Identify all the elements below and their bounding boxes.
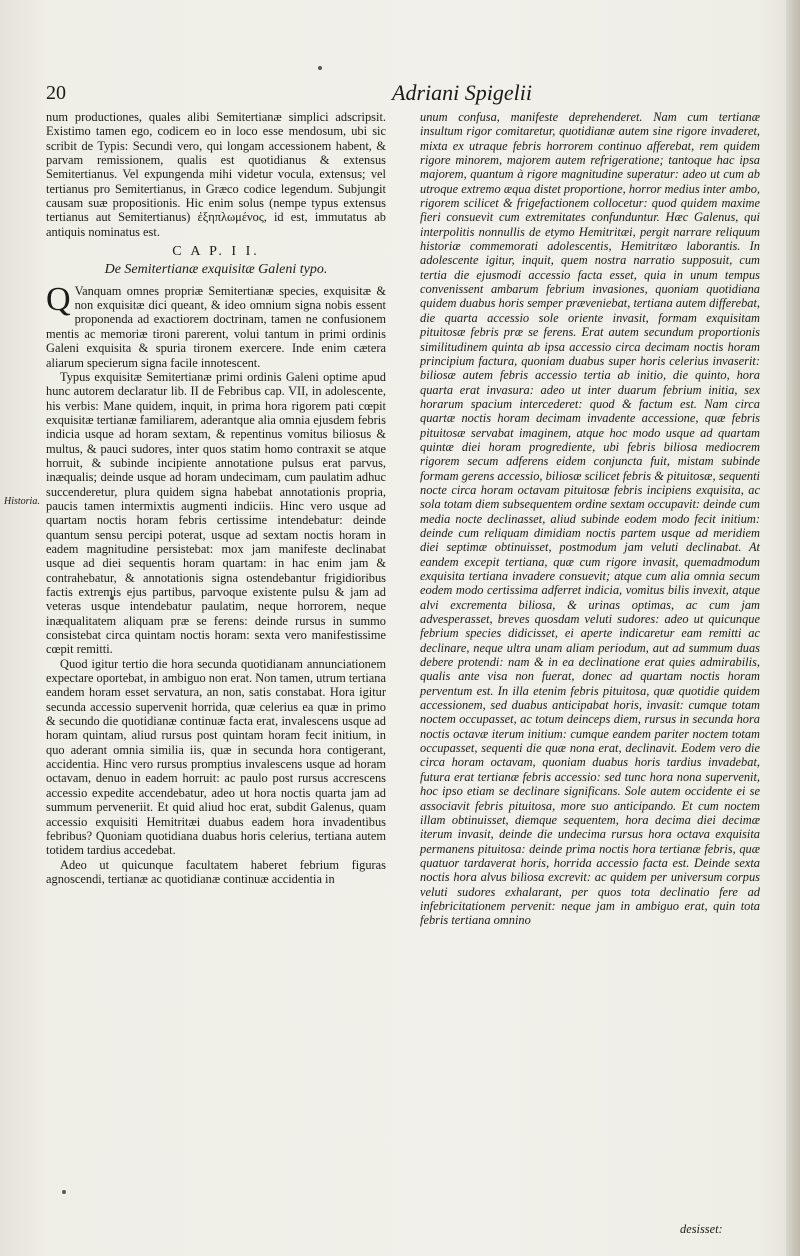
running-title: Adriani Spigelii xyxy=(392,80,532,105)
page-gutter xyxy=(786,0,800,1256)
paragraph: Typus exquisitæ Semitertianæ primi ordinis Galeni optime apud hunc autorem declaratur lib. II de Febribus cap. VII, in adolescente, his verbis: Mane quidem, inquit, in prima hora rigorem pati cœpit exquisitæ tertianæ familiarem, aderantque alia omnia ejusdem febris indicia usque ad horam sextam, & repentinus vomitus biliosus & multus, & pauci sudores, inter quos statim homo contraxit se atque horruit, & subinde incipiente annotatione pulsus erat parvus, inæqualis; deinde usque ad horam undecimam, cum paulatim adhuc succenderetur, plura quidem signa habebat annotationis propria, paucis tamen intermixtis augmenti indiciis. Hinc vero usque ad quartam noctis horam febris certissime intendebatur: deinde quantum sensu percipi poterat, usque ad sextam noctis horam in eadem magnitudine persistebat: mox jam manifeste declinabat usque ad diei sequentis horam quartam: in hac enim jam & contrahebatur, & annotationis signa ostendebantur frigidioribus factis extremis ejus partibus, parvoque existente pulsu & jam ad veteras usque intendebatur paulatim, neque horrorem, neque inæqualitatem aliquam præ se ferens: deinde rursus in summo consistebat circa quintam noctis horam: sexta vero manifestissime cœpit remitti. xyxy=(46,369,386,657)
chapter-title: De Semitertianæ exquisitæ Galeni typo. xyxy=(104,262,328,278)
page-number: 20 xyxy=(46,82,66,104)
drop-cap: Q xyxy=(46,280,71,318)
catchword: desisset: xyxy=(680,1222,723,1236)
paragraph: Quod igitur tertio die hora secunda quotidianam annunciationem expectare oportebat, in ambiguo non erat. Non tamen, utrum tertiana eandem horam esset servatura, an non, satis constabat. Hora igitur secunda accessio supervenit horrida, quæ celerius ea quæ in primo & secundo die quotidianæ continuæ facta erat, invalescens usque ad horam quintam, aliud rursus post quintam horam fecit initium, in quo aderant omnia similia iis, quæ in secunda hora contigerant, accidentia. Hinc vero rursus promptius invalescens usque ad horam octavam, denuo in eadem horruit: ac paulo post rursus accrescens accessio expedite accendebatur, adeo ut hora noctis quarta jam ad summum perveneriit. Et quid aliud hoc erat, subdit Galenus, quam accessio exquisiti Hemitritæi duabus eadem hora invadentibus febribus? Quoniam quotidiana duabus horis celerius, tertiana autem totidem tardius accedebat. xyxy=(46,656,386,858)
ink-spot xyxy=(62,1190,66,1194)
chapter-label: C A P. I I. xyxy=(172,244,260,260)
paragraph: Vanquam omnes propriæ Semitertianæ species, exquisitæ & non exquisitæ dici queant, & ideo omnium signa nobis essent proponenda ad exactiorem doctrinam, tamen ne confusionem mentis ac memoriæ tironi parerent, volui tantum in primi ordinis Galeni exquisita & spuria tironem exercere. Inde enim cætera aliarum specierum signa facile innotescent. xyxy=(46,283,386,370)
right-column xyxy=(420,110,760,928)
page-header xyxy=(46,82,766,106)
ink-spot xyxy=(318,66,322,70)
paragraph: Adeo ut quicunque facultatem haberet febrium figuras agnoscendi, tertianæ ac quotidianæ continuæ accidentia in xyxy=(46,857,386,886)
margin-note: Historia. xyxy=(4,496,40,507)
paragraph: unum confusa, manifeste deprehenderet. Nam cum tertianæ insultum rigor comitaretur, quotidianæ autem sine rigore invaderet, mixta ex utraque febris horrorem continuo afferebat, rem quidem rigore minorem, majorem autem refrigeratione; tantoque hac ipsa majorem, quantum à rigore magnitudine superatur: adeo ut cum ab utroque extremo æqua distet proportione, horror medius inter ambo, rigorem scilicet & frigefactionem collocetur: quod quidem maxime fieri consuevit cum extremitates confunduntur. Hæc Galenus, qui interpolitis nonnullis de etymo Hemitritæi, pergit narrare reliquum historiæ commemorati adolescentis, Hemitritæo laborantis. In adolescente igitur, inquit, quem nostra narratio supposuit, cum tertia die ejusmodi accessio facta esset, quia in unum tempus convenissent ambarum febrium invasiones, quoniam quotidiana quidem duabus horis semper præveniebat, tertiana autem differebat, die quarta accessio sole oriente invasit, formam exquisitam pituitosæ febris præ se ferens. Erat autem secundum proportionis similitudinem quinta ab ipsa accessio circa decimam noctis horam principium factura, quoniam duabus super horis celerius invaserit: biliosæ autem febris accessio tertia ab initio, die quinto, hora quarta erat invasura: adeo ut inter duarum febrium initia, sex horarum spacium intercederet: quod & factum est. Nam circa quartæ noctis horam decimam invadente accessione, quæ febris pituitosæ servabat imaginem, atque hoc modo usque ad quartam quintæ diei horam progrediente, ubi febris biliosa mediocrem rigorem secum adferens eidem conjuncta fuit, mistam subinde formam gerens accessio, biliosæ scilicet febris & pituitosæ, sequenti nocte circa horam octavam pituitosæ febris incipiens exquisita, ac sola totam diem subsequentem ordine sextam occupavit: deinde cum media nocte declinasset, aliud subinde eodem modo fecit initium: deinde cum reliquam dimidiam noctis partem usque ad meridiem diei septimæ obtinuisset, postmodum jam veluti declinabat. At eandem excepit tertiana, quæ cum rigore invasit, quemadmodum exquisita tertiana invadere consuevit; atque cum alia omnia secum eodem modo certissima adferret indicia, vomitus bilis invexit, atque alvi excrementa biliosa, & urinas optimas, ac cum jam advesperasset, breves quosdam veluti sudores: adeo ut quicunque febrium species didicisset, ei aperte indicaretur eam remitti ac declinare, neque ultra unam aliam periodum, aut ad summum duas debere protendi: nam & in ea declinatione erat quies admirabilis, qualis ante visa non fuerat, donec ad quartam noctis horam perventum est. In illa etenim febris pituitosa, quæ quotidie quidem accessionem, sed duabus anticipabat horis, invasit: cumque totam noctem occupasset, ac totum deinceps diem, rursus in secunda hora noctis octavæ iterum initium: cumque eandem pariter noctem totam occupasset, sequenti die quæ nona erat, declinavit. Eodem vero die circa horam octavam, quoniam duabus horis tardius invadebat, futura erat tertianæ febris accessio: sed tunc hora nona supervenit, hoc ipso etiam se declinare significans. Sole autem occidente ei se associavit febris pituitosa, more suo anticipando. Et cum noctem illam obtinuisset, diemque sequentem, hora decima diei decimæ iterum invasit, deinde die undecima rursus hora octava exquisita permanens pituitosa: deinde prima noctis hora tertianæ febris, quæ quatuor tardaverat horis, horrida accessio facta est. Deinde sexta noctis hora alvus biliosa excrevit: ac quidem per universum corpus veluti sudores exhalarant, per quos tota declinatio fere ad infebricitationem pervenit: neque jam in ambiguo erat, quin tota febris tertiana omnino xyxy=(420,110,760,928)
left-column xyxy=(46,110,386,886)
paragraph: num productiones, quales alibi Semitertianæ simplici adscripsit. Existimo tamen ego, codicem eo in loco esse mendosum, ubi sic scribit de Typis: Secundi vero, qui longam accessionem habent, & parvam remissionem, qualis est quotidianus & extensus Semitertianus. Vel expungenda mihi videtur vocula, extensus; vel tertianus pro Semitertianus, in Græco codice legendum. Subjungit causam suæ propositionis. Hic enim solus (nempe typus extensus tertianus aut Semitertianus) ἐξηπλωμένος, id est, immutatus ab antiquis nominatus est. xyxy=(46,110,386,239)
